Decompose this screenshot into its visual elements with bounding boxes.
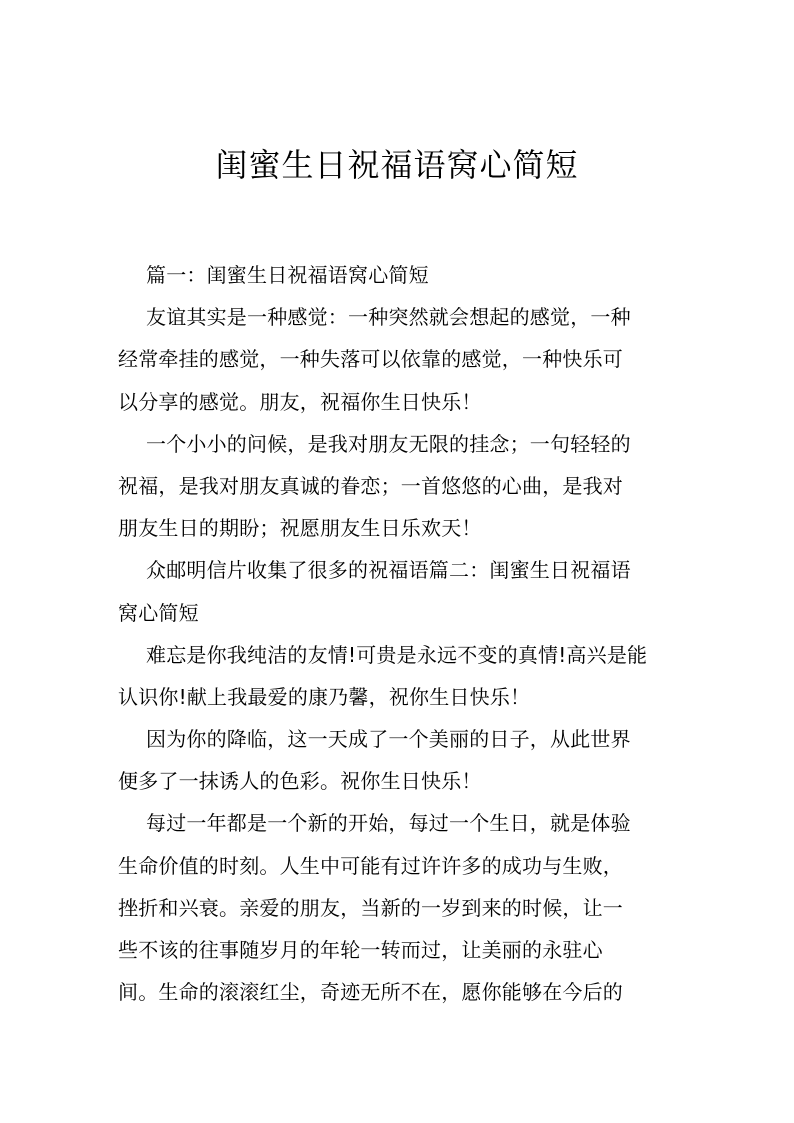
paragraph-line: 生命价值的时刻。人生中可能有过许许多的成功与生败，: [118, 853, 623, 878]
paragraph-line: 挫折和兴衰。亲爱的朋友，当新的一岁到来的时候，让一: [118, 895, 623, 920]
paragraph-line: 众邮明信片收集了很多的祝福语篇二：闺蜜生日祝福语: [146, 558, 631, 583]
paragraph-line: 难忘是你我纯洁的友情!可贵是永远不变的真情!高兴是能: [146, 642, 648, 667]
document-title: 闺蜜生日祝福语窝心简短: [215, 146, 579, 184]
paragraph-line: 因为你的降临，这一天成了一个美丽的日子，从此世界: [146, 727, 631, 752]
paragraph-line: 一个小小的问候，是我对朋友无限的挂念；一句轻轻的: [146, 431, 631, 456]
paragraph-line: 窝心简短: [118, 600, 199, 625]
paragraph-line: 朋友生日的期盼；祝愿朋友生日乐欢天！: [118, 516, 482, 541]
paragraph-line: 便多了一抹诱人的色彩。祝你生日快乐！: [118, 769, 482, 794]
paragraph-line: 祝福，是我对朋友真诚的眷恋；一首悠悠的心曲，是我对: [118, 473, 623, 498]
paragraph-line: 友谊其实是一种感觉：一种突然就会想起的感觉，一种: [146, 305, 631, 330]
paragraph-line: 经常牵挂的感觉，一种失落可以依靠的感觉，一种快乐可: [118, 347, 623, 372]
paragraph-line: 认识你!献上我最爱的康乃馨，祝你生日快乐！: [118, 684, 531, 709]
paragraph-line: 每过一年都是一个新的开始，每过一个生日，就是体验: [146, 811, 631, 836]
paragraph-line: 间。生命的滚滚红尘，奇迹无所不在，愿你能够在今后的: [118, 980, 623, 1005]
section-heading: 篇一：闺蜜生日祝福语窝心简短: [146, 263, 429, 287]
paragraph-line: 以分享的感觉。朋友，祝福你生日快乐！: [118, 389, 482, 414]
paragraph-line: 些不该的往事随岁月的年轮一转而过，让美丽的永驻心: [118, 938, 603, 962]
document-body: [118, 254, 668, 1013]
